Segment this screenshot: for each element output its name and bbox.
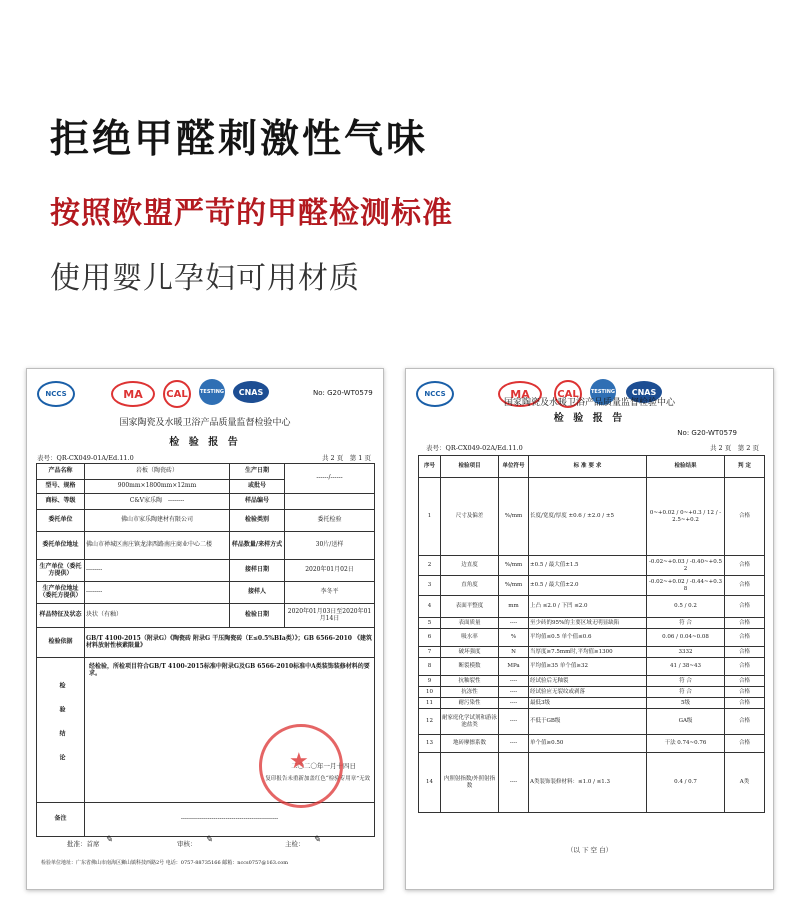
cell: 长度/宽度/厚度 ±0.6 / ±2.0 / ±5 <box>529 478 647 556</box>
cell <box>285 494 375 510</box>
cell: 合格 <box>725 576 765 596</box>
cell: 尺寸及偏差 <box>441 478 499 556</box>
cell: 4 <box>419 596 441 618</box>
cell: 上凸 ≤2.0 / 下凹 ≤2.0 <box>529 596 647 618</box>
cell: 检验类别 <box>230 510 285 532</box>
cell: 检验依据 <box>37 628 85 658</box>
cnas-logo: CNAS <box>626 381 662 403</box>
cell: 佛山市家乐陶建材有限公司 <box>85 510 230 532</box>
cell: 直角度 <box>441 576 499 596</box>
cell: 13 <box>419 735 441 753</box>
cell: 平均值≥35 单个值≥32 <box>529 658 647 676</box>
hero-tagline: 使用婴儿孕妇可用材质 <box>50 261 360 296</box>
cell: 10 <box>419 687 441 698</box>
table-row <box>419 658 765 676</box>
audit-signature: ✎ <box>205 835 213 845</box>
hero-section <box>0 0 790 355</box>
cell: ---- <box>499 676 529 687</box>
cell: %/mm <box>499 556 529 576</box>
cell: 11 <box>419 698 441 709</box>
cell: -0.02~+0.03 / -0.40~+0.52 <box>647 556 725 576</box>
cell: 耐污染性 <box>441 698 499 709</box>
cell: 备注 <box>37 803 85 837</box>
cell: 合格 <box>725 647 765 658</box>
cell: 9 <box>419 676 441 687</box>
cell: GB/T 4100-2015（附录G）《陶瓷砖 附录G 干压陶瓷砖（E≤0.5%BIa类）》；GB 6566-2010 《建筑材料放射性核素限量》 <box>85 628 375 658</box>
cell: ---- <box>499 687 529 698</box>
form-number: 表号：QR-CX049-01A/Ed.11.0 <box>37 454 134 462</box>
page-indicator: 共 2 页 第 2 页 <box>709 444 759 452</box>
cal-logo: CAL <box>554 380 582 408</box>
cell: 或批号 <box>230 480 285 494</box>
cell: 岩板（陶瓷砖） <box>85 464 230 480</box>
cell: 检验日期 <box>230 604 285 628</box>
cell: 合格 <box>725 709 765 735</box>
cell: 合格 <box>725 698 765 709</box>
approve-signature: ✎ <box>105 835 113 845</box>
cell: 块状（有釉） <box>85 604 230 628</box>
cell: 900mm×1800mm×12mm <box>85 480 230 494</box>
cell: A类装饰装修材料：≤1.0 / ≤1.3 <box>529 753 647 813</box>
cell: 生产单位（委托方提供） <box>37 560 85 582</box>
audit-label: 审核： <box>177 840 197 848</box>
cell: ------------------------------------------------ <box>85 803 375 837</box>
testing-logo: TESTING <box>590 379 616 405</box>
cell: 0~+0.02 / 0~+0.3 / 12 / -2.5~+0.2 <box>647 478 725 556</box>
table-row <box>419 687 765 698</box>
cell: 最低3级 <box>529 698 647 709</box>
report-number: No: G20-WT0579 <box>677 429 737 437</box>
cell: 符 合 <box>647 687 725 698</box>
table-row <box>419 629 765 647</box>
report-page-1 <box>26 368 384 890</box>
stamp-note: 复印报告未重新加盖红色“检验专用章”无效 <box>265 776 370 782</box>
cell: 合格 <box>725 478 765 556</box>
cell: 地砖摩擦系数 <box>441 735 499 753</box>
cell: 表面平整度 <box>441 596 499 618</box>
cell: ---- <box>499 753 529 813</box>
cell: 符 合 <box>647 618 725 629</box>
cell: N <box>499 647 529 658</box>
org-name: 国家陶瓷及水暖卫浴产品质量监督检验中心 <box>119 418 291 428</box>
official-stamp <box>259 724 343 808</box>
cell: %/mm <box>499 478 529 556</box>
table-row <box>419 556 765 576</box>
form-number: 表号：QR-CX049-02A/Ed.11.0 <box>426 444 523 452</box>
cell: MPa <box>499 658 529 676</box>
cell: 佛山市禅城区南庄镇龙津西路南庄商业中心二楼 <box>85 532 230 560</box>
cell: -------- <box>85 560 230 582</box>
cell: 李冬平 <box>285 582 375 604</box>
cell: ---- <box>499 618 529 629</box>
cell: 6 <box>419 629 441 647</box>
cell: 30片/送样 <box>285 532 375 560</box>
cell: 合格 <box>725 676 765 687</box>
header-verdict: 判 定 <box>725 456 765 478</box>
cma-logo: MA <box>498 381 542 407</box>
cell: 至少砖的95%的主要区域无明显缺陷 <box>529 618 647 629</box>
header-result: 检验结果 <box>647 456 725 478</box>
cell: 干法 0.74~0.76 <box>647 735 725 753</box>
cell: C&V家乐陶 <box>129 497 163 505</box>
cell: 抗釉裂性 <box>441 676 499 687</box>
cell: 合格 <box>725 658 765 676</box>
cell: -0.02~+0.02 / -0.44~+0.38 <box>647 576 725 596</box>
cell: ---- <box>499 735 529 753</box>
cell: 经试验后无釉裂 <box>529 676 647 687</box>
cell: 断裂模数 <box>441 658 499 676</box>
lab-footer: 检验单位地址：广东省佛山市南海区狮山镇科技西路2号 电话：0757-88735166 邮箱：nccs0757@163.com <box>41 860 289 866</box>
report-title: 检 验 报 告 <box>553 413 626 424</box>
cell: 内照射指数/外照射指数 <box>441 753 499 813</box>
cell: 生产单位地址（委托方提供） <box>37 582 85 604</box>
cell: 不低于GB级 <box>529 709 647 735</box>
cell: 合格 <box>725 596 765 618</box>
cell: -------- <box>168 497 185 505</box>
cell: ±0.5 / 最大值±2.0 <box>529 576 647 596</box>
cell: %/mm <box>499 576 529 596</box>
cell: 样品数量/来样方式 <box>230 532 285 560</box>
cell: 合格 <box>725 618 765 629</box>
report-page-2 <box>405 368 774 890</box>
cell: 委托单位地址 <box>37 532 85 560</box>
cell: 5 <box>419 618 441 629</box>
cell: 3332 <box>647 647 725 658</box>
table-row <box>419 618 765 629</box>
cell: 7 <box>419 647 441 658</box>
cell: 生产日期 <box>230 464 285 480</box>
cell: % <box>499 629 529 647</box>
header-unit: 单位符号 <box>499 456 529 478</box>
cell: ---- <box>499 709 529 735</box>
report-title: 检 验 报 告 <box>169 437 241 448</box>
cma-logo: MA <box>111 381 155 407</box>
cell: 经试验应无裂纹或剥落 <box>529 687 647 698</box>
cell: 当厚度≥7.5mm时,平均值≥1300 <box>529 647 647 658</box>
cell: 合格 <box>725 556 765 576</box>
test-results-table <box>418 455 765 813</box>
org-name: 国家陶瓷及水暖卫浴产品质量监督检验中心 <box>503 398 675 408</box>
cell: 委托检验 <box>285 510 375 532</box>
cell: 8 <box>419 658 441 676</box>
approve-title: 首席 <box>86 840 100 848</box>
cell: 产品名称 <box>37 464 85 480</box>
cell: -------- <box>85 582 230 604</box>
cell: 抗冻性 <box>441 687 499 698</box>
cell: 单个值≥0.50 <box>529 735 647 753</box>
table-header-row <box>419 456 765 478</box>
hero-subtitle: 按照欧盟严苛的甲醛检测标准 <box>50 196 453 231</box>
cell: 吸水率 <box>441 629 499 647</box>
cnas-logo: CNAS <box>233 381 269 403</box>
cell: 合格 <box>725 629 765 647</box>
cell: ±0.5 / 最大值±1.5 <box>529 556 647 576</box>
cell: ---- <box>499 698 529 709</box>
sign-date: 二〇二〇年一月十四日 <box>291 762 356 770</box>
cell: 合格 <box>725 687 765 698</box>
cell: ------/------ <box>285 464 375 494</box>
cell: 商标、等级 <box>37 494 85 510</box>
cell: 型号、规格 <box>37 480 85 494</box>
testing-logo: TESTING <box>199 379 225 405</box>
cell: 合格 <box>725 735 765 753</box>
table-row <box>419 735 765 753</box>
nccs-logo: NCCS <box>416 381 454 407</box>
cell: 0.5 / 0.2 <box>647 596 725 618</box>
cell: 3 <box>419 576 441 596</box>
cal-logo: CAL <box>163 380 191 408</box>
table-row <box>419 753 765 813</box>
table-row <box>419 676 765 687</box>
table-row <box>419 478 765 556</box>
cell: 接样人 <box>230 582 285 604</box>
approve-label: 批准： <box>67 840 87 848</box>
cell: mm <box>499 596 529 618</box>
cell: 5级 <box>647 698 725 709</box>
cell: GA级 <box>647 709 725 735</box>
table-row <box>419 698 765 709</box>
cell: 符 合 <box>647 676 725 687</box>
table-row <box>419 576 765 596</box>
cell: 接样日期 <box>230 560 285 582</box>
cell: 耐家庭化学试剂和游泳池盐类 <box>441 709 499 735</box>
blank-note: （以 下 空 白） <box>566 846 613 854</box>
cell: 2020年01月03日至2020年01月14日 <box>285 604 375 628</box>
header-no: 序号 <box>419 456 441 478</box>
cell: 0.4 / 0.7 <box>647 753 725 813</box>
cell: 41 / 38~43 <box>647 658 725 676</box>
cell: 14 <box>419 753 441 813</box>
cell: 样品特征及状态 <box>37 604 85 628</box>
cell: 平均值≤0.5 单个值≤0.6 <box>529 629 647 647</box>
header-item: 检验项目 <box>441 456 499 478</box>
cell: 2020年01月02日 <box>285 560 375 582</box>
cell: A类 <box>725 753 765 813</box>
cell: 边直度 <box>441 556 499 576</box>
conclusion-text: 经检验，所检项目符合GB/T 4100-2015标准中附录G及GB 6566-2010标准中A类装饰装修材料的要求。 <box>89 663 370 677</box>
maker-label: 主检： <box>285 840 305 848</box>
cell: 样品编号 <box>230 494 285 510</box>
cell: 2 <box>419 556 441 576</box>
cell: 委托单位 <box>37 510 85 532</box>
report-number: No: G20-WT0579 <box>313 389 373 397</box>
cell: 破坏强度 <box>441 647 499 658</box>
table-row <box>419 596 765 618</box>
cell: 12 <box>419 709 441 735</box>
table-row <box>419 709 765 735</box>
table-row <box>419 647 765 658</box>
hero-title: 拒绝甲醛刺激性气味 <box>50 117 429 162</box>
nccs-logo: NCCS <box>37 381 75 407</box>
cell: 0.06 / 0.04~0.08 <box>647 629 725 647</box>
cell: 表面质量 <box>441 618 499 629</box>
page-indicator: 共 2 页 第 1 页 <box>321 454 371 462</box>
header-req: 标 准 要 求 <box>529 456 647 478</box>
cell: 1 <box>419 478 441 556</box>
maker-signature: ✎ <box>313 835 321 845</box>
cell: 检验结论 <box>37 658 85 803</box>
